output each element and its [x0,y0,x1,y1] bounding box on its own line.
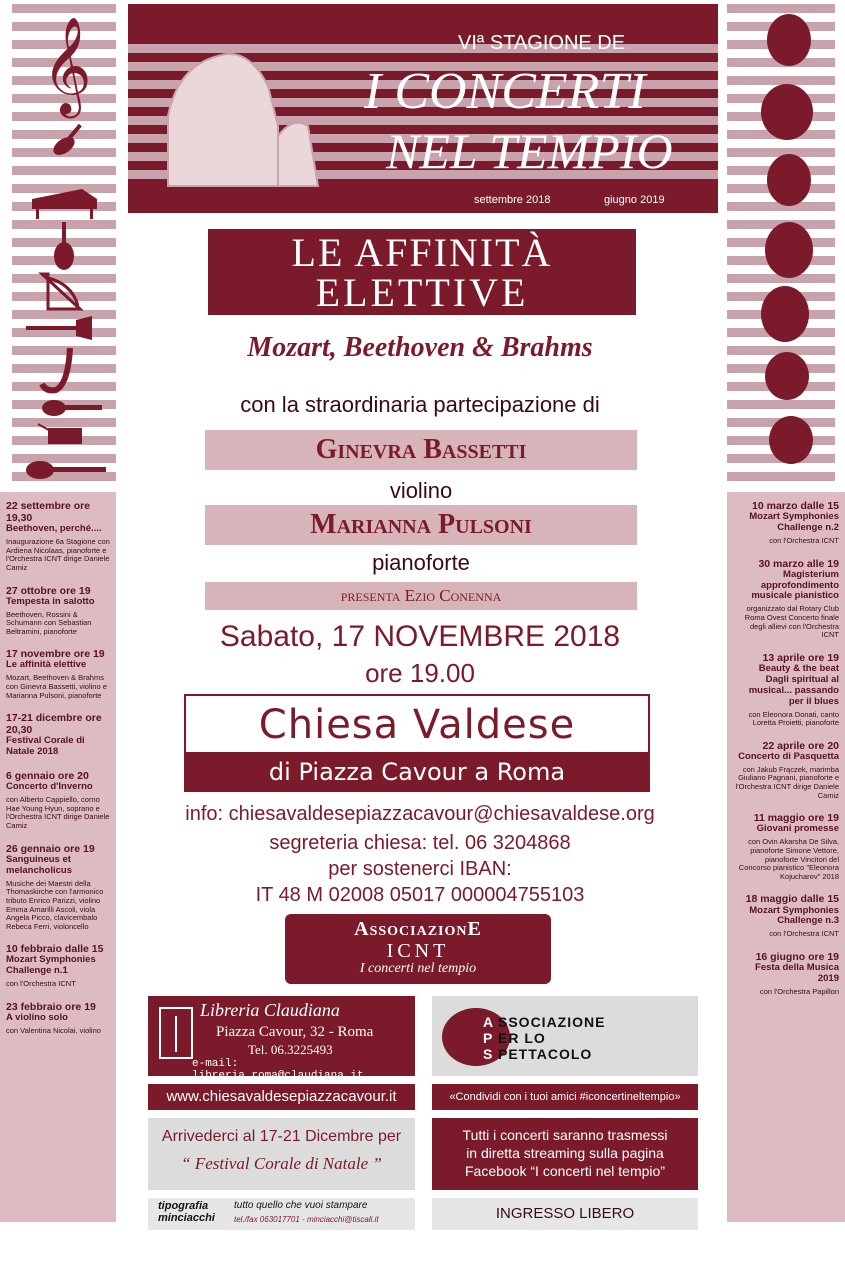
event-date: 18 maggio dalle 15 [745,893,839,906]
aps-letter-s: S [483,1046,493,1062]
haydn-portrait-icon [767,154,811,206]
event-details: Musiche dei Maestri della Thomaskirche con l'armonico tributo Enrico Parizzi, violino Emma Amarilli Ascoli, viola Angela Picco, clavicembalo Rebeca Ferri, violoncello [6,878,104,931]
event-date: 17-21 dicembre ore 20,30 [6,712,102,737]
drum-icon [38,424,82,444]
event-title: A violino solo [6,1011,68,1023]
event-date: 22 settembre ore 19,30 [6,500,91,525]
libreria-email[interactable]: e-mail: libreria.roma@claudiana.it [192,1058,364,1082]
printer-slogan: tutto quello che vuoi stampare [234,1200,368,1211]
venue-location: di Piazza Cavour a Roma [184,752,650,792]
left-events-column [0,492,116,1222]
header-banner [128,4,718,213]
event-date: 26 gennaio ore 19 [6,842,95,855]
performer1-instrument: violino [389,478,453,503]
streaming-line3: Facebook “I concerti nel tempio” [465,1163,665,1179]
event-title: Festival Corale di Natale 2018 [6,735,85,758]
event-title: Tempesta in salotto [6,595,95,607]
event-details: con Eleonora Donati, canto Loretta Proietti, pianoforte [748,709,839,728]
event-details: con l'Orchestra ICNT [6,979,76,989]
association-subtitle: I concerti nel tempio [359,961,477,976]
event-date: 22 aprile ore 20 [762,739,839,752]
participation-line: con la straordinaria partecipazione di [240,392,600,417]
performer2-name: Marianna Pulsoni [310,509,532,540]
right-events-column [727,492,845,1222]
event-title: Giovani promesse [756,823,839,835]
event-title: Mozart Symphonies Challenge n.1 [6,954,96,977]
title-line2: NEL TEMPIO [386,123,673,179]
streaming-box [432,1118,698,1190]
association-box [285,914,551,984]
aps-line1: SSOCIAZIONE [498,1014,606,1030]
iban: IT 48 M 02008 05017 000004755103 [255,884,585,906]
calendar-event [6,648,110,700]
harp-icon [42,274,80,309]
guitar-icon [42,400,102,416]
aps-line2: ER LO [498,1030,546,1046]
piano-icon [32,189,97,219]
season-from: settembre 2018 [474,194,551,206]
aps-letter-p: P [483,1030,493,1046]
chopin-portrait-icon [765,352,809,400]
event-details: con Ovin Akarsha De Silva, pianoforte Simone Vettore, pianoforte Vincitori del Concorso pianistico "Eleonora Kojucharov" 2018 [738,837,839,881]
event-title: Festa della Musica 2019 [755,962,839,984]
calendar-event [733,500,839,546]
instrument-icons-left [12,4,116,484]
event-date: 16 giugno ore 19 [755,950,839,963]
event-title-box [208,229,636,315]
calendar-event [733,812,839,881]
association-acronym: ICNT [386,940,450,962]
libreria-box [148,996,415,1082]
event-date: 11 maggio ore 19 [753,812,839,825]
secretary-phone: segreteria chiesa: tel. 06 3204868 [269,832,571,854]
title-line1: I CONCERTI [364,63,646,120]
event-title: Magisterium approfondimento musicale pianistico [751,568,839,602]
church-dome-icon [158,26,338,206]
performer1-name: Ginevra Bassetti [315,434,527,465]
beethoven-portrait-icon [761,84,813,140]
event-title: Beethoven, perché.... [6,523,102,535]
event-title: Mozart Symphonies Challenge n.2 [749,511,839,533]
calendar-event [6,1001,110,1036]
composers: Mozart, Beethoven & Brahms [247,332,593,363]
next-event-box [148,1118,415,1190]
bookshop-logo-icon [158,1006,194,1060]
next-event-line2: “ Festival Corale di Natale ” [181,1154,382,1173]
bach-portrait-icon [765,222,813,278]
event-date: Sabato, 17 NOVEMBRE 2018 [219,620,621,653]
event-details: con Jakub Frączek, marimba Giuliano Pagnani, pianoforte e l'Orchestra ICNT dirige Daniele Camiz [735,764,839,800]
calendar-event [6,843,110,932]
electric-guitar-icon [26,461,106,479]
event-details: organizzato dal Rotary Club Roma Ovest Concerto finale degli allievi con l'Orchestra ICNT [744,604,839,640]
composer-portraits-right [727,4,835,484]
calendar-event [733,558,839,640]
treble-clef-icon [42,16,92,118]
saxophone-icon [42,348,70,390]
support-label: per sostenerci IBAN: [328,858,512,880]
streaming-line1: Tutti i concerti saranno trasmessi [462,1127,668,1143]
event-title: Beauty & the beat Dagli spiritual al musical... passando per il blues [748,662,839,707]
violin-icon [50,124,82,159]
calendar-event [6,770,110,830]
streaming-line2: in diretta streaming sulla pagina [466,1145,664,1161]
entry-box: INGRESSO LIBERO [432,1198,698,1230]
calendar-event [733,740,839,800]
aps-letter-a: A [483,1014,494,1030]
event-details: con Valentina Nicolai, violino [6,1025,101,1035]
association-name: AssociazionE [354,918,482,940]
calendar-event [733,951,839,997]
event-date: 6 gennaio ore 20 [6,770,89,783]
event-title: Concerto d'Inverno [6,781,93,793]
event-title: Concerto di Pasquetta [738,750,839,762]
printer-contact: tel./fax 063017701 - minciacchi@tiscali.it [234,1215,379,1224]
performer2-instrument: pianoforte [372,550,470,575]
vivaldi-portrait-icon [761,286,809,342]
printer-box [148,1198,415,1230]
website-link[interactable]: www.chiesavaldesepiazzacavour.it [148,1084,415,1110]
event-details: Mozart, Beethoven & Brahms con Ginevra Bassetti, violino e Marianna Pulsoni, pianoforte [6,673,107,700]
event-date: 23 febbraio ore 19 [6,1000,96,1013]
calendar-event [6,585,110,637]
event-details: con l'Orchestra ICNT [769,535,839,545]
event-date: 10 marzo dalle 15 [752,500,839,512]
event-details: con Alberto Cappiello, corno Hae Young Hyun, soprano e l'Orchestra ICNT dirige Daniele Camiz [6,795,110,831]
event-time: ore 19.00 [365,658,475,688]
presenter: presenta Ezio Conenna [340,586,502,605]
calendar-event [6,712,110,758]
svg-text:𝄞: 𝄞 [42,16,92,114]
event-details: con l'Orchestra ICNT [769,929,839,939]
trumpet-icon [26,316,92,340]
mozart-portrait-icon [767,14,811,66]
event-date: 10 febbraio dalle 15 [6,943,104,956]
next-event-line1: Arrivederci al 17-21 Dicembre per [161,1128,402,1145]
share-hashtag: «Condividi con i tuoi amici #iconcertineltempio» [432,1084,698,1110]
season-label: VIª STAGIONE DE [458,32,626,54]
calendar-event [733,652,839,728]
info-email[interactable]: info: chiesavaldesepiazzacavour@chiesavaldese.org [185,803,655,825]
calendar-event [6,943,110,989]
puccini-portrait-icon [769,416,813,464]
event-details: con l'Orchestra Papillon [760,986,839,996]
printer-name2: minciacchi [158,1212,215,1224]
event-date: 13 aprile ore 19 [762,651,839,664]
season-to: giugno 2019 [604,194,665,206]
event-title-line2: ELETTIVE [315,270,529,315]
event-details: Inaugurazione 6a Stagione con Ardiena Nicolaas, pianoforte e l'Orchestra ICNT dirige Daniele Camiz [6,537,110,572]
cello-icon [54,222,74,270]
event-date: 17 novembre ore 19 [6,648,105,661]
venue-name: Chiesa Valdese [258,702,576,748]
libreria-tel: Tel. 06.3225493 [248,1042,333,1057]
event-title: Le affinità elettive [6,659,87,671]
printer-name1: tipografia [158,1200,209,1212]
event-title: Sanguineus et melancholicus [6,853,72,876]
calendar-event [6,500,110,573]
libreria-name: Libreria Claudiana [200,1000,340,1020]
event-date: 27 ottobre ore 19 [6,584,91,597]
libreria-address: Piazza Cavour, 32 - Roma [216,1024,374,1040]
event-title: Mozart Symphonies Challenge n.3 [749,904,839,927]
event-details: Beethoven, Rossini & Schumann con Sebastian Beltramini, pianoforte [6,609,92,636]
event-title-line1: LE AFFINITÀ [291,230,553,275]
event-date: 30 marzo alle 19 [758,557,839,570]
aps-line3: PETTACOLO [498,1046,593,1062]
calendar-event [733,893,839,939]
